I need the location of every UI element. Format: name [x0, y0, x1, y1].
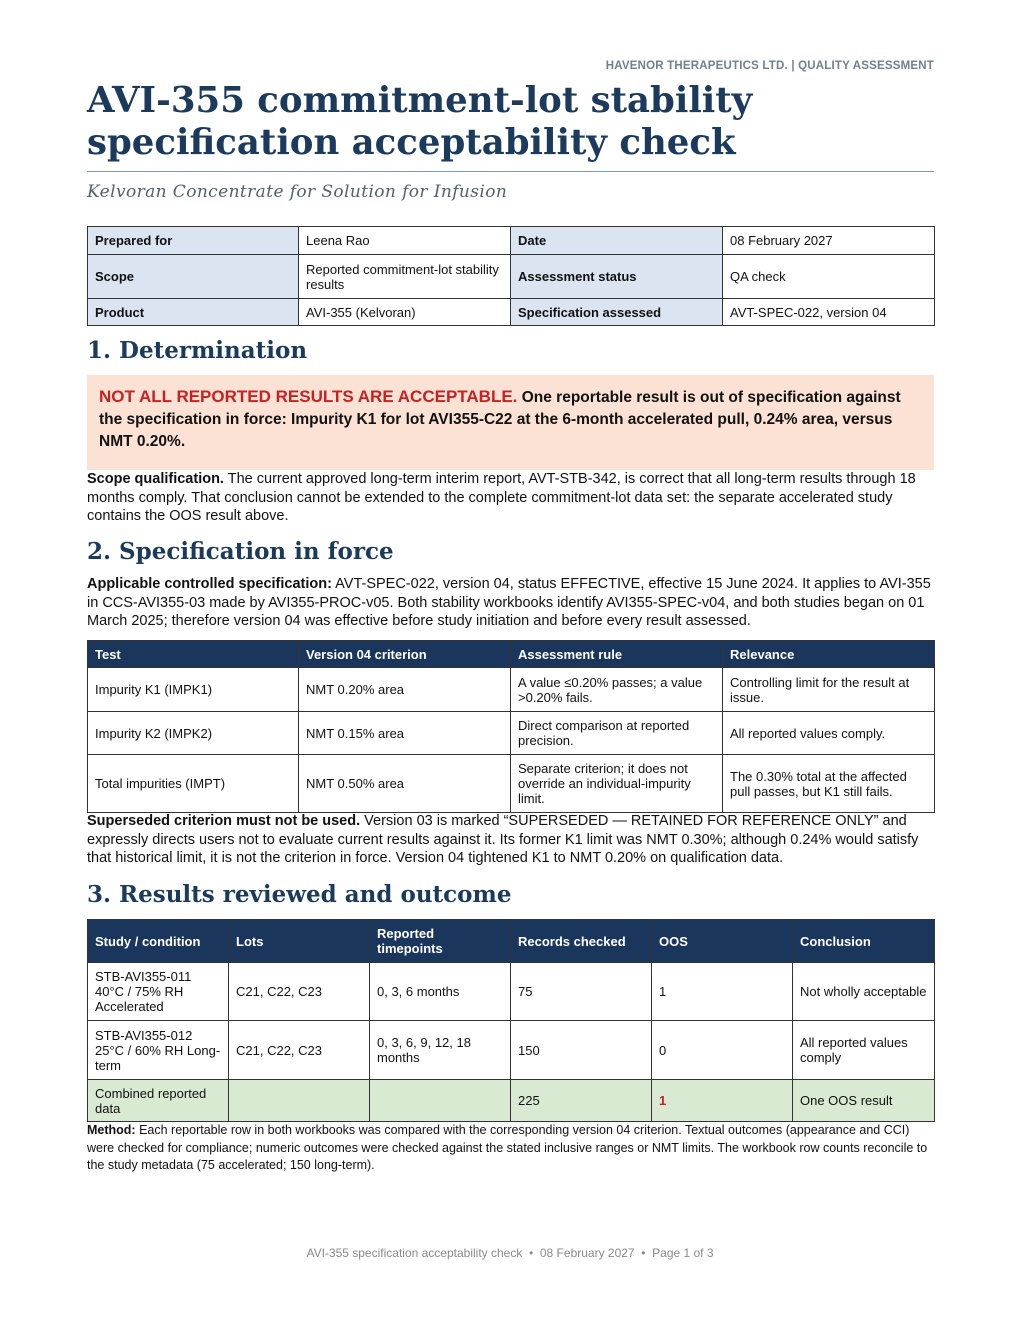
specification-intro-text: AVT-SPEC-022, version 04, status EFFECTIVE, effective 15 June 2024. It applies to AVI-355 in CCS-AVI355-03 made by AVI355-PROC-v05. Both stability workbooks identify AVI355-SPEC-v04, and both studies began on 01 March 2025; therefore version 04 was effective before study initiation and before every result assessed.: [87, 576, 931, 629]
determination-detail: One reportable result is out of specification against the specification in force: Impurity K1 for lot AVI355-C22 at the 6-month accelerated pull, 0.24% area, versus NMT 0.20%.: [99, 389, 901, 450]
meta-value: QA check: [723, 255, 935, 299]
specification-intro-label: Applicable controlled specification:: [87, 576, 332, 592]
meta-label: Scope: [88, 255, 299, 299]
table-cell: 150: [511, 1021, 652, 1080]
table-cell: [229, 1080, 370, 1122]
organization-header: HAVENOR THERAPEUTICS LTD. | QUALITY ASSESSMENT: [605, 60, 934, 72]
meta-label: Prepared for: [88, 227, 299, 255]
table-cell: NMT 0.20% area: [299, 668, 511, 712]
table-cell: Total impurities (IMPT): [88, 755, 299, 813]
table-cell: STB-AVI355-011 40°C / 75% RH Accelerated: [88, 963, 229, 1021]
scope-qualification-label: Scope qualification.: [87, 471, 224, 487]
meta-value: 08 February 2027: [723, 227, 935, 255]
table-cell: Separate criterion; it does not override an individual-impurity limit.: [511, 755, 723, 813]
oos-total-cell: 1: [652, 1080, 793, 1122]
page-footer: AVI-355 specification acceptability check • 08 February 2027 • Page 1 of 3: [306, 1246, 714, 1260]
table-cell: The 0.30% total at the affected pull passes, but K1 still fails.: [723, 755, 935, 813]
table-cell: [370, 1080, 511, 1122]
specification-header-row: [88, 641, 935, 668]
specification-table: [87, 640, 935, 813]
section-heading-determination: 1. Determination: [87, 337, 308, 364]
table-cell: STB-AVI355-012 25°C / 60% RH Long-term: [88, 1021, 229, 1080]
table-row: [88, 668, 935, 712]
table-cell: All reported values comply: [793, 1021, 935, 1080]
table-cell: Impurity K1 (IMPK1): [88, 668, 299, 712]
column-header: Study / condition: [88, 920, 229, 963]
table-row: [88, 963, 935, 1021]
table-cell: Controlling limit for the result at issue.: [723, 668, 935, 712]
table-cell: 225: [511, 1080, 652, 1122]
meta-value: Reported commitment-lot stability results: [299, 255, 511, 299]
meta-value: AVT-SPEC-022, version 04: [723, 299, 935, 326]
superseded-criterion-label: Superseded criterion must not be used.: [87, 813, 361, 829]
table-cell: One OOS result: [793, 1080, 935, 1122]
table-cell: 0: [652, 1021, 793, 1080]
meta-value: AVI-355 (Kelvoran): [299, 299, 511, 326]
table-cell: 0, 3, 6 months: [370, 963, 511, 1021]
table-row: [88, 755, 935, 813]
scope-qualification-paragraph: [87, 470, 934, 526]
table-cell: A value ≤0.20% passes; a value >0.20% fails.: [511, 668, 723, 712]
superseded-criterion-text: Version 03 is marked “SUPERSEDED — RETAINED FOR REFERENCE ONLY” and expressly directs users not to evaluate current results against it. Its former K1 limit was NMT 0.30%; although 0.24% would satisfy that historical limit, it is not the criterion in force. Version 04 tightened K1 to NMT 0.20% on qualification data.: [87, 813, 919, 866]
method-paragraph: [87, 1122, 934, 1175]
document-title: AVI-355 commitment-lot stability specification acceptability check: [87, 80, 753, 163]
section-heading-specification: 2. Specification in force: [87, 538, 394, 565]
column-header: OOS: [652, 920, 793, 963]
meta-label: Assessment status: [511, 255, 723, 299]
table-row: [88, 1021, 935, 1080]
method-text: Each reportable row in both workbooks was compared with the corresponding version 04 criterion. Textual outcomes (appearance and CCI) were checked for compliance; numeric outcomes were checked against the stated inclusive ranges or NMT limits. The workbook row counts reconcile to the study metadata (75 accelerated; 150 long-term).: [87, 1123, 928, 1172]
metadata-row: [88, 255, 935, 299]
meta-label: Date: [511, 227, 723, 255]
table-cell: Impurity K2 (IMPK2): [88, 712, 299, 755]
table-cell: Not wholly acceptable: [793, 963, 935, 1021]
specification-intro-paragraph: [87, 575, 934, 631]
title-divider: [87, 171, 934, 172]
meta-label: Product: [88, 299, 299, 326]
superseded-criterion-paragraph: [87, 812, 934, 868]
column-header: Assessment rule: [511, 641, 723, 668]
column-header: Conclusion: [793, 920, 935, 963]
column-header: Version 04 criterion: [299, 641, 511, 668]
table-cell: Combined reported data: [88, 1080, 229, 1122]
table-cell: NMT 0.15% area: [299, 712, 511, 755]
determination-callout: [87, 375, 934, 470]
table-cell: C21, C22, C23: [229, 1021, 370, 1080]
column-header: Relevance: [723, 641, 935, 668]
metadata-row: [88, 299, 935, 326]
table-cell: Direct comparison at reported precision.: [511, 712, 723, 755]
metadata-row: [88, 227, 935, 255]
table-cell: All reported values comply.: [723, 712, 935, 755]
determination-alert: NOT ALL REPORTED RESULTS ARE ACCEPTABLE.: [99, 387, 518, 406]
table-cell: 1: [652, 963, 793, 1021]
document-subtitle: Kelvoran Concentrate for Solution for Infusion: [87, 182, 508, 202]
results-table: [87, 919, 935, 1122]
section-heading-results: 3. Results reviewed and outcome: [87, 881, 512, 908]
metadata-table: [87, 226, 935, 326]
meta-label: Specification assessed: [511, 299, 723, 326]
table-row: [88, 712, 935, 755]
column-header: Reported timepoints: [370, 920, 511, 963]
table-cell: C21, C22, C23: [229, 963, 370, 1021]
table-cell: 0, 3, 6, 9, 12, 18 months: [370, 1021, 511, 1080]
table-cell: 75: [511, 963, 652, 1021]
column-header: Records checked: [511, 920, 652, 963]
column-header: Lots: [229, 920, 370, 963]
column-header: Test: [88, 641, 299, 668]
method-label: Method:: [87, 1123, 136, 1137]
results-header-row: [88, 920, 935, 963]
meta-value: Leena Rao: [299, 227, 511, 255]
table-cell: NMT 0.50% area: [299, 755, 511, 813]
table-total-row: [88, 1080, 935, 1122]
scope-qualification-text: The current approved long-term interim report, AVT-STB-342, is correct that all long-term results through 18 months comply. That conclusion cannot be extended to the complete commitment-lot data set: the separate accelerated study contains the OOS result above.: [87, 471, 916, 524]
